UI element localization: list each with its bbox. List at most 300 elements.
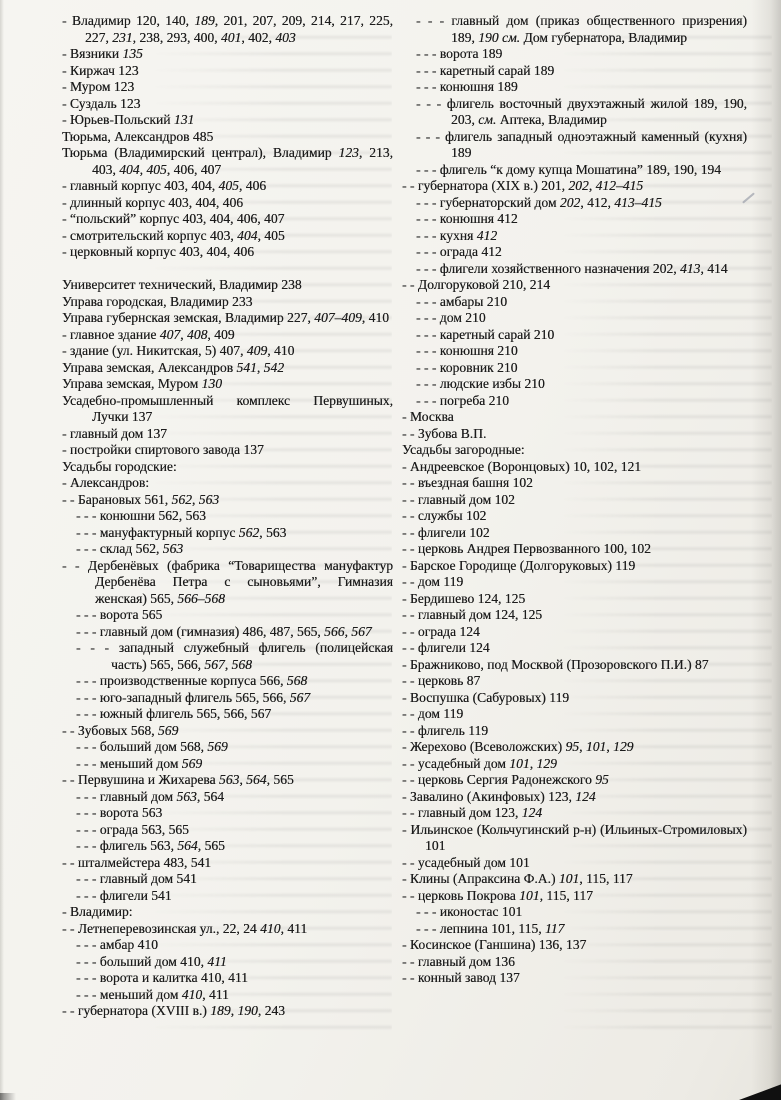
index-entry-text: , 406, 407 [166, 161, 222, 177]
index-entry [62, 789, 393, 806]
index-entry [62, 376, 393, 393]
index-entry [62, 63, 393, 80]
index-entry [402, 409, 747, 426]
index-entry-text-italic: 563 [198, 491, 220, 507]
index-entry-text-italic: 190 см. [478, 29, 521, 45]
index-entry-text-italic: 117 [545, 920, 565, 936]
index-entry-text: Усадьбы загородные: [402, 442, 525, 457]
index-entry [62, 195, 393, 212]
index-entry-text: , 115, 117 [579, 871, 633, 886]
index-entry [62, 987, 393, 1004]
index-entry-text-italic: 124 [575, 788, 596, 804]
index-entry-text: - - церковь Сергия Радонежского [402, 772, 596, 787]
index-entry-text: - - - конюшня 210 [416, 343, 518, 358]
index-entry-text: , [256, 359, 264, 375]
index-entry-text: , 410 [267, 343, 295, 358]
index-entry [62, 970, 393, 987]
index-entry [402, 805, 747, 822]
index-entry-text: - - - конюшня 412 [416, 211, 518, 226]
index-entry [62, 558, 393, 608]
index-entry-text: - - - больший дом 568, [76, 739, 208, 754]
index-entry [62, 624, 393, 641]
index-entry-text: , 238, 293, 400, [132, 29, 221, 45]
index-entry [62, 838, 393, 855]
index-entry [62, 327, 393, 344]
index-entry-text-italic: 567 [289, 689, 311, 705]
index-entry [402, 426, 747, 443]
index-entry-text: - Суздаль 123 [62, 95, 141, 111]
index-entry-text-italic: 408 [186, 326, 208, 342]
index-entry-text: - - церковь 87 [402, 673, 481, 688]
index-column-right [402, 13, 747, 987]
index-entry-text: Управа городская, Владимир 233 [62, 293, 253, 309]
index-entry-text: - - главный дом 102 [402, 491, 515, 507]
index-entry [62, 541, 393, 558]
index-entry [402, 261, 747, 278]
index-entry-text: , 410 [361, 310, 389, 325]
index-entry-text: - - флигели 124 [402, 640, 490, 655]
index-entry-text: - - главный дом 124, 125 [402, 607, 543, 622]
index-entry-text: - - - кухня [416, 227, 477, 243]
index-entry [62, 805, 393, 822]
index-entry [62, 756, 393, 773]
index-entry-text-italic: 564 [177, 838, 198, 853]
index-entry-text: - - - флигель 563, [76, 838, 178, 853]
index-entry-text: - Ильинское (Кольчугинский р-н) (Ильиных-Стромиловых) 101 [402, 821, 747, 853]
index-entry-text-italic: 563 [176, 788, 197, 804]
index-entry-text: - - - больший дом 410, [76, 953, 208, 969]
index-entry [402, 921, 747, 938]
index-entry [402, 13, 747, 46]
index-entry-text-italic: 101 [585, 739, 607, 754]
index-entry [62, 772, 393, 789]
index-entry-text: , [139, 161, 147, 177]
index-entry-text: - - службы 102 [402, 508, 487, 523]
index-entry-text: , 213, 403, [92, 145, 393, 177]
index-entry-text: - здание (ул. Никитская, 5) 407, [62, 343, 247, 358]
index-entry [62, 855, 393, 872]
index-entry [62, 508, 393, 525]
index-entry [402, 871, 747, 888]
index-entry [62, 228, 393, 245]
index-entry-text-italic: 101 [519, 887, 540, 903]
index-entry-text-italic: 566 [324, 623, 345, 639]
index-entry-text: - - - погреба 210 [416, 392, 509, 408]
index-entry [402, 657, 747, 674]
index-entry-text: - Андреевское (Воронцовых) 10, 102, 121 [402, 458, 642, 474]
index-entry-text: - главный корпус 403, 404, [62, 178, 219, 193]
index-entry [402, 904, 747, 921]
index-entry [62, 690, 393, 707]
index-entry-text: - - въездная башня 102 [402, 475, 533, 490]
index-entry-text: - - дом 119 [402, 706, 464, 721]
index-entry-text: - - главный дом 136 [402, 953, 515, 969]
index-entry-text: - - - иконостас 101 [416, 904, 523, 919]
index-entry-text: - Юрьев-Польский [62, 112, 174, 127]
index-entry [402, 211, 747, 228]
index-entry [62, 954, 393, 971]
index-entry-text: Университет технический, Владимир 238 [62, 277, 302, 292]
index-entry-text: - - усадебный дом [402, 755, 510, 771]
index-entry [62, 525, 393, 542]
index-entry-text: , [529, 755, 537, 771]
index-entry [402, 822, 747, 855]
index-entry-text: - - - амбары 210 [416, 293, 508, 309]
index-entry [402, 442, 747, 459]
index-entry-text-italic: 542 [263, 359, 285, 375]
index-entry-text: - - дом 119 [402, 574, 464, 589]
index-entry-text-italic: 405 [218, 178, 239, 193]
index-entry-text: - - - склад 562, [76, 541, 163, 556]
index-entry-text: - - - каретный сарай 189 [416, 62, 555, 78]
index-entry [62, 1003, 393, 1020]
index-entry-text: - постройки спиртового завода 137 [62, 442, 264, 457]
index-entry-text: - - Дербенёвых (фабрика “Товарищества мануфактур Дербенёва Петра с сыновьями”, Гимназия женская) 565, [62, 557, 393, 606]
index-entry-text: , 115, 117 [539, 887, 593, 903]
index-entry-text: , [579, 739, 586, 754]
index-entry-text: - - - главный дом [76, 788, 177, 804]
index-entry-text: - - - флигель восточный двухэтажный жилой 189, 190, 203, [416, 95, 747, 127]
index-entry [402, 343, 747, 360]
index-entry-text: - - Зубова В.П. [402, 425, 487, 441]
index-entry-text-italic: 101 [509, 755, 530, 771]
index-entry-text: - Воспушка (Сабуровых) 119 [402, 689, 570, 705]
index-entry-text: - Вязники [62, 46, 123, 61]
index-entry [402, 723, 747, 740]
index-entry-text: - - - коровник 210 [416, 359, 518, 375]
index-entry-text-italic: 131 [173, 112, 195, 127]
index-entry-text: , 412, [580, 194, 615, 210]
index-entry-text: - - - ворота 565 [76, 607, 163, 622]
index-entry-text: - - - главный дом 541 [76, 871, 197, 886]
index-entry-text-italic: 562 [171, 491, 192, 507]
index-entry-text: Управа губернская земская, Владимир 227, [62, 310, 315, 325]
index-entry-text: Усадебно-промышленный комплекс Первушиных, Лучки 137 [62, 392, 393, 424]
index-entry [402, 277, 747, 294]
index-entry [62, 822, 393, 839]
index-entry [62, 211, 393, 228]
index-entry-text-italic: 129 [536, 755, 557, 771]
index-entry [402, 228, 747, 245]
index-entry-text-italic: 563 [162, 541, 184, 556]
index-entry-text: - - ограда 124 [402, 623, 480, 639]
index-entry [62, 244, 393, 261]
index-entry [402, 574, 747, 591]
index-entry [62, 129, 393, 146]
index-entry-text: , 405 [257, 227, 285, 243]
index-entry-text: , 414 [700, 260, 728, 276]
index-entry-text: - - Летнеперевозинская ул., 22, 24 [62, 920, 261, 936]
index-entry-text: - - губернатора (XVIII в.) [62, 1003, 211, 1018]
index-entry-text: - - - главный дом (приказ общественного призрения) 189, [416, 13, 747, 45]
index-entry [402, 888, 747, 905]
index-entry [402, 294, 747, 311]
index-entry-text-italic: 407–409 [314, 310, 362, 325]
index-entry-text: Управа земская, Александров [62, 359, 237, 375]
index-entry-text: - - - мануфактурный корпус [76, 524, 239, 540]
index-entry-text: - Владимир: [62, 904, 133, 919]
index-entry-text: - - - людские избы 210 [416, 376, 545, 391]
index-entry [62, 475, 393, 492]
index-entry-text-italic: 101 [558, 871, 580, 886]
index-entry [62, 871, 393, 888]
index-entry [62, 277, 393, 294]
index-entry [402, 591, 747, 608]
index-entry [402, 673, 747, 690]
index-entry-text: - Киржач 123 [62, 62, 139, 78]
index-entry-text-italic: 95 [565, 739, 580, 754]
index-entry-text-italic: 95 [595, 772, 609, 787]
index-entry [402, 178, 747, 195]
index-entry-text-italic: 541 [236, 359, 257, 375]
index-entry-text-italic: 130 [201, 376, 222, 391]
index-entry [402, 739, 747, 756]
index-entry-text: - - конный завод 137 [402, 970, 520, 985]
index-entry-text-italic: 568 [286, 673, 308, 688]
index-entry-text-italic: 413 [680, 260, 701, 276]
index-entry-text: - - - южный флигель 565, 566, 567 [76, 706, 272, 721]
index-entry-text: , 563 [259, 524, 287, 540]
index-entry-text: - “польский” корпус 403, 404, 406, 407 [62, 211, 285, 226]
index-entry-text: - Завалино (Акинфовых) 123, [402, 788, 576, 804]
index-entry [62, 79, 393, 96]
index-entry-text-italic: 569 [207, 739, 228, 754]
index-entry-text: - смотрительский корпус 403, [62, 227, 238, 243]
index-entry-text: - - - юго-западный флигель 565, 566, [76, 689, 290, 705]
index-entry-text: , 243 [257, 1003, 286, 1018]
index-entry [62, 459, 393, 476]
index-entry-text: - - - губернаторский дом [416, 194, 560, 210]
index-entry [62, 673, 393, 690]
index-entry-text-italic: 569 [181, 755, 203, 771]
index-entry [62, 739, 393, 756]
index-entry [402, 640, 747, 657]
index-entry-text: , [191, 491, 199, 507]
index-entry [402, 508, 747, 525]
index-entry-text: - - Зубовых 568, [62, 722, 158, 738]
index-entry-text: - - - флигель “к дому купца Мошатина” 189, 190, 194 [416, 161, 722, 177]
index-entry [62, 442, 393, 459]
index-entry-text: - - - конюшня 189 [416, 79, 518, 94]
index-entry-text-italic: 404 [237, 227, 258, 243]
index-entry-text-italic: 231 [112, 29, 133, 45]
index-entry-text: - - - каретный сарай 210 [416, 326, 555, 342]
index-entry [402, 360, 747, 377]
index-column-left [62, 13, 393, 1020]
index-entry-text: - - - ворота 189 [416, 46, 503, 61]
index-entry-text: - - Первушина и Жихарева [62, 772, 219, 787]
index-entry [62, 343, 393, 360]
index-entry [402, 756, 747, 773]
index-entry-text-italic: 567 [351, 623, 372, 639]
index-entry-text: - Клины (Апраксина Ф.А.) [402, 871, 559, 886]
index-entry-text: - Александров: [62, 475, 150, 490]
index-entry-text-italic: 566–568 [177, 590, 225, 606]
index-entry-text: , [180, 326, 187, 342]
index-entry-text: - Владимир 120, 140, [62, 13, 195, 28]
index-entry-text: , 406 [238, 178, 267, 193]
index-entry [402, 459, 747, 476]
index-entry-text: - Бражниково, под Москвой (Прозоровского П.И.) 87 [402, 656, 709, 672]
index-entry [62, 393, 393, 426]
index-entry-text: - Москва [402, 409, 454, 424]
index-entry-text-italic: 563 [218, 772, 240, 787]
index-entry-text-italic: 189 [210, 1003, 231, 1018]
index-entry-text: , 409 [207, 326, 235, 342]
index-entry [402, 607, 747, 624]
index-entry-text-italic: 407 [159, 326, 181, 342]
index-entry [402, 772, 747, 789]
index-entry-text: - - - флигели 541 [76, 887, 172, 903]
index-entry [402, 162, 747, 179]
index-entry [402, 129, 747, 162]
index-entry-text-italic: 404 [119, 161, 140, 177]
index-entry [62, 145, 393, 178]
index-entry-text: , 411 [280, 920, 308, 936]
index-entry [402, 954, 747, 971]
index-entry [402, 525, 747, 542]
index-entry-text: - - - производственные корпуса 566, [76, 673, 287, 688]
index-entry-text: - - церковь Андрея Первозванного 100, 102 [402, 541, 651, 556]
index-entry-text-italic: 409 [246, 343, 268, 358]
index-entry-text: - главный дом 137 [62, 425, 167, 441]
index-entry-text: , 564 [196, 788, 225, 804]
index-entry [402, 492, 747, 509]
index-entry [62, 492, 393, 509]
index-entry-text: - - Долгоруковой 210, 214 [402, 277, 551, 292]
index-entry-text: , [224, 656, 232, 672]
index-entry-text-italic: 413–415 [614, 194, 662, 210]
index-entry-text: - - - ворота 563 [76, 805, 163, 820]
index-entry-text-italic: 411 [207, 953, 227, 969]
index-entry-text: - церковный корпус 403, 404, 406 [62, 244, 255, 259]
index-entry [62, 310, 393, 327]
index-entry-text-italic: 405 [146, 161, 167, 177]
page-curve-shadow [751, 0, 781, 1100]
index-entry-text-italic: 401 [220, 29, 242, 45]
index-entry-text: - - - флигели хозяйственного назначения 202, [416, 260, 680, 276]
index-entry-text: - - - меньший дом [76, 755, 182, 771]
index-entry-text: - - - меньший дом [76, 986, 182, 1002]
index-entry-text-italic: 412–415 [595, 178, 644, 193]
index-entry [62, 921, 393, 938]
index-entry-text: - длинный корпус 403, 404, 406 [62, 194, 244, 210]
index-entry-text: - - усадебный дом 101 [402, 854, 530, 870]
index-entry [62, 607, 393, 624]
index-entry-text: - - - дом 210 [416, 310, 486, 325]
index-entry-text: - Барское Городище (Долгоруковых) 119 [402, 557, 636, 573]
index-entry-text-italic: см. [478, 112, 497, 127]
index-entry-text-italic: 567 [204, 656, 225, 672]
index-entry-text: Управа земская, Муром [62, 376, 202, 391]
index-entry-text: , [606, 739, 614, 754]
index-entry-text: - - главный дом 123, [402, 805, 522, 820]
index-entry-text: , [344, 623, 352, 639]
index-entry-text-italic: 189 [194, 13, 215, 28]
index-entry [402, 558, 747, 575]
index-entry-text-italic: 410 [181, 986, 203, 1002]
index-entry-text: - Муром 123 [62, 79, 135, 94]
index-entry-text: - - - лепнина 101, 115, [416, 920, 545, 936]
index-entry-text-italic: 562 [238, 524, 260, 540]
index-entry-text: - Бердишево 124, 125 [402, 590, 526, 606]
index-entry [402, 690, 747, 707]
index-entry [402, 244, 747, 261]
index-entry [402, 706, 747, 723]
index-entry [62, 46, 393, 63]
index-entry [402, 376, 747, 393]
index-entry-text-italic: 568 [231, 656, 252, 672]
index-entry [62, 13, 393, 46]
index-entry-text: , [588, 178, 596, 193]
index-entry-text: - Жерехово (Всеволожских) [402, 739, 566, 754]
index-entry-text: - Косинское (Ганшина) 136, 137 [402, 937, 587, 952]
index-entry-text: - - - ворота и калитка 410, 411 [76, 970, 248, 985]
index-entry-text-italic: 410 [260, 920, 281, 936]
index-entry-text-italic: 129 [613, 739, 634, 754]
index-entry [402, 541, 747, 558]
index-entry-text: Тюрьма, Александров 485 [62, 128, 214, 144]
index-entry [402, 327, 747, 344]
index-entry-text: , [239, 772, 247, 787]
index-entry-text-italic: 564 [246, 772, 267, 787]
index-entry-text: , 565 [197, 838, 225, 853]
index-entry [402, 970, 747, 987]
index-entry-text: - - флигель 119 [402, 722, 489, 738]
index-entry [62, 294, 393, 311]
index-entry-text-italic: 403 [275, 29, 296, 45]
index-entry [402, 79, 747, 96]
index-entry-text: Усадьбы городские: [62, 458, 177, 474]
index-entry-text-italic: 202 [559, 194, 581, 210]
index-entry-text-italic: 412 [476, 227, 498, 243]
index-entry-text-italic: 123 [338, 145, 359, 160]
index-entry [62, 96, 393, 113]
index-entry-text: - главное здание [62, 326, 160, 342]
index-entry-text: - - церковь Покрова [402, 887, 520, 903]
index-entry [402, 789, 747, 806]
index-entry-text: , 411 [202, 986, 229, 1002]
index-entry-text: - - губернатора (XIX в.) 201, [402, 178, 569, 193]
index-entry-text: - - - главный дом (гимназия) 486, 487, 565, [76, 623, 325, 639]
index-entry-text: - - - амбар 410 [76, 937, 158, 952]
index-entry-text-italic: 135 [122, 46, 143, 61]
index-entry-text: Тюрьма (Владимирский централ), Владимир [62, 145, 339, 160]
index-entry [62, 723, 393, 740]
index-entry-text: , 565 [266, 772, 294, 787]
index-entry-text-italic: 202 [568, 178, 589, 193]
index-entry-text: , 201, 207, 209, 214, 217, 225, 227, [85, 13, 394, 45]
index-entry [62, 360, 393, 377]
scan-edge-left [0, 0, 4, 1100]
index-entry-text: - - шталмейстера 483, 541 [62, 854, 212, 870]
index-entry [402, 855, 747, 872]
index-entry [62, 178, 393, 195]
index-entry [402, 624, 747, 641]
index-entry-text: - - Барановых 561, [62, 491, 172, 507]
index-entry [402, 46, 747, 63]
index-entry [402, 475, 747, 492]
index-entry-text-italic: 190 [237, 1003, 258, 1018]
index-entry-text-italic: 569 [157, 722, 179, 738]
index-entry [62, 937, 393, 954]
index-entry [402, 195, 747, 212]
index-entry [62, 426, 393, 443]
index-entry [402, 393, 747, 410]
index-entry [62, 904, 393, 921]
index-entry-text: - - флигели 102 [402, 524, 490, 540]
index-entry [62, 112, 393, 129]
